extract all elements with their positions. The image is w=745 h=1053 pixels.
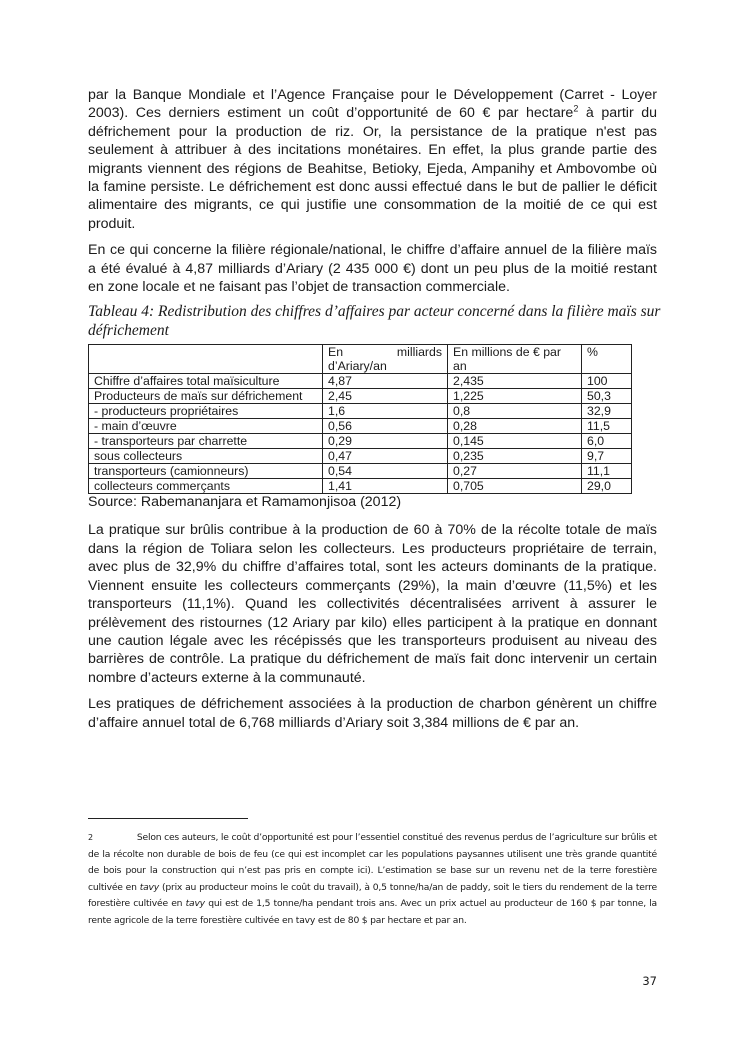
header-cell: En millions de € par an [448,345,582,374]
table-row [89,374,632,389]
paragraph-4 [88,695,657,732]
caption-label: Tableau 4 [88,303,150,321]
table-cell: sous collecteurs [89,449,323,464]
table-cell: 32,9 [582,404,632,419]
table-cell: 0,56 [323,419,448,434]
paragraph-text: par la Banque Mondiale et l’Agence Française pour le Développement (Carret - Loyer 2003). Ces derniers estiment un coût d’opportunité de 60 € par hectare [88,87,657,122]
table-cell: 11,1 [582,464,632,479]
footnote-ref[interactable]: 2 [573,103,579,114]
data-table [88,344,632,494]
page-number: 37 [642,974,657,988]
table-cell: 0,8 [448,404,582,419]
table-cell: 0,705 [448,479,582,494]
header-cell [323,345,448,374]
table-cell: 2,45 [323,389,448,404]
table-cell: 0,28 [448,419,582,434]
table-cell: 1,225 [448,389,582,404]
header-text: milliards [396,345,442,360]
table-caption [88,302,663,340]
paragraph-2 [88,241,657,296]
table-cell: 0,29 [323,434,448,449]
header-cell [89,345,323,374]
footnote-text: Selon ces auteurs, le coût d’opportunité est pour l’essentiel constitué des revenus perdus de l’agriculture sur brûlis et de la récolte non durable de bois de feu (ce qui est incomplet car les populations paysannes utilisent une très grande quantité de bois pour la construction qui n’est pas pris en compte ici). L’estimation se base sur un revenu net de la terre forestière cultivée en [88,832,657,893]
table-cell: transporteurs (camionneurs) [89,464,323,479]
table-cell: - producteurs propriétaires [89,404,323,419]
table-row [89,389,632,404]
table-cell: 0,47 [323,449,448,464]
table-header-row [89,345,632,374]
table-cell: Chiffre d’affaires total maïsiculture [89,374,323,389]
table-cell: collecteurs commerçants [89,479,323,494]
header-cell: % [582,345,632,374]
table-cell: Producteurs de maïs sur défrichement [89,389,323,404]
table-cell: 1,6 [323,404,448,419]
paragraph-text: La pratique sur brûlis contribue à la production de 60 à 70% de la récolte totale de maïs dans la région de Toliara selon les collecteurs. Les producteurs propriétaire de terrain, avec plus de 32,9% du chiffre d’affaires total, sont les acteurs dominants de la pratique. Viennent ensuite les collecteurs commerçants (29%), la main d’œuvre (11,5%) et les transporteurs (11,1%). Quand les collectivités décentralisées arrivent à assurer le prélèvement des ristournes (12 Ariary par kilo) elles participent à la pratique en donnant une caution légale avec les récépissés que les transporteurs produisent au niveau des barrières de contrôle. La pratique du défrichement de maïs fait donc intervenir un certain nombre d’acteurs externe à la communauté. [88,522,657,686]
footnote-text: (prix au producteur moins le coût du travail), à 0,5 tonne/ha/an de paddy, soit le tiers du rendement de la terre forestière cultivée en [88,881,657,910]
table-row [89,419,632,434]
table-cell: 6,0 [582,434,632,449]
footnote-number: 2 [88,833,93,842]
main-text-column [88,86,661,732]
paragraph-text: Les pratiques de défrichement associées à la production de charbon génèrent un chiffre d’affaire annuel total de 6,768 milliards d’Ariary soit 3,384 millions de € par an. [88,696,657,731]
table-cell: - main d’œuvre [89,419,323,434]
table-cell: - transporteurs par charrette [89,434,323,449]
table-cell: 0,145 [448,434,582,449]
table-cell: 2,435 [448,374,582,389]
table-row [89,434,632,449]
footnote-italic: tavy [185,898,205,910]
table-cell: 4,87 [323,374,448,389]
caption-text: : Redistribution des chiffres d’affaires par acteur concerné dans la filière maïs sur défrichement [88,303,661,340]
table-cell: 9,7 [582,449,632,464]
table-source: Source: Rabemananjara et Ramamonjisoa (2012) [88,494,402,511]
paragraph-text: En ce qui concerne la filière régionale/national, le chiffre d’affaire annuel de la filière maïs a été évalué à 4,87 milliards d’Ariary (2 435 000 €) dont un peu plus de la moitié restant en zone locale et ne faisant pas l’objet de transaction commerciale. [88,242,657,296]
footnote-divider [88,818,248,819]
header-text: d’Ariary/an [328,359,387,374]
table-row [89,449,632,464]
table-row [89,464,632,479]
table-cell: 29,0 [582,479,632,494]
paragraph-1 [88,86,657,233]
footnote-text: qui est de 1,5 tonne/ha pendant trois ans. Avec un prix actuel au producteur de 160 $ par tonne, la rente agricole de la terre forestière cultivée en tavy est de 80 $ par hectare et par an. [88,898,657,926]
table-row [89,404,632,419]
paragraph-text: à partir du défrichement pour la production de riz. Or, la persistance de la pratique n'est pas seulement à attribuer à des incitations monétaires. En effet, la plus grande partie des migrants viennent des régions de Beahitse, Betioky, Ejeda, Ampanihy et Ambovombe où la famine persiste. Le défrichement est donc aussi effectué dans le but de pallier le déficit alimentaire des migrants, ce qui justifie une consommation de la moitié de ce qui est produit. [88,105,657,232]
table-cell: 11,5 [582,419,632,434]
table-cell: 0,235 [448,449,582,464]
table-cell: 0,54 [323,464,448,479]
header-text: En [328,345,344,360]
paragraph-3 [88,521,657,687]
footnote [88,830,657,930]
table-cell: 50,3 [582,389,632,404]
footnote-italic: tavy [139,881,160,893]
table-row [89,479,632,494]
table-cell: 0,27 [448,464,582,479]
table-cell: 1,41 [323,479,448,494]
table-cell: 100 [582,374,632,389]
